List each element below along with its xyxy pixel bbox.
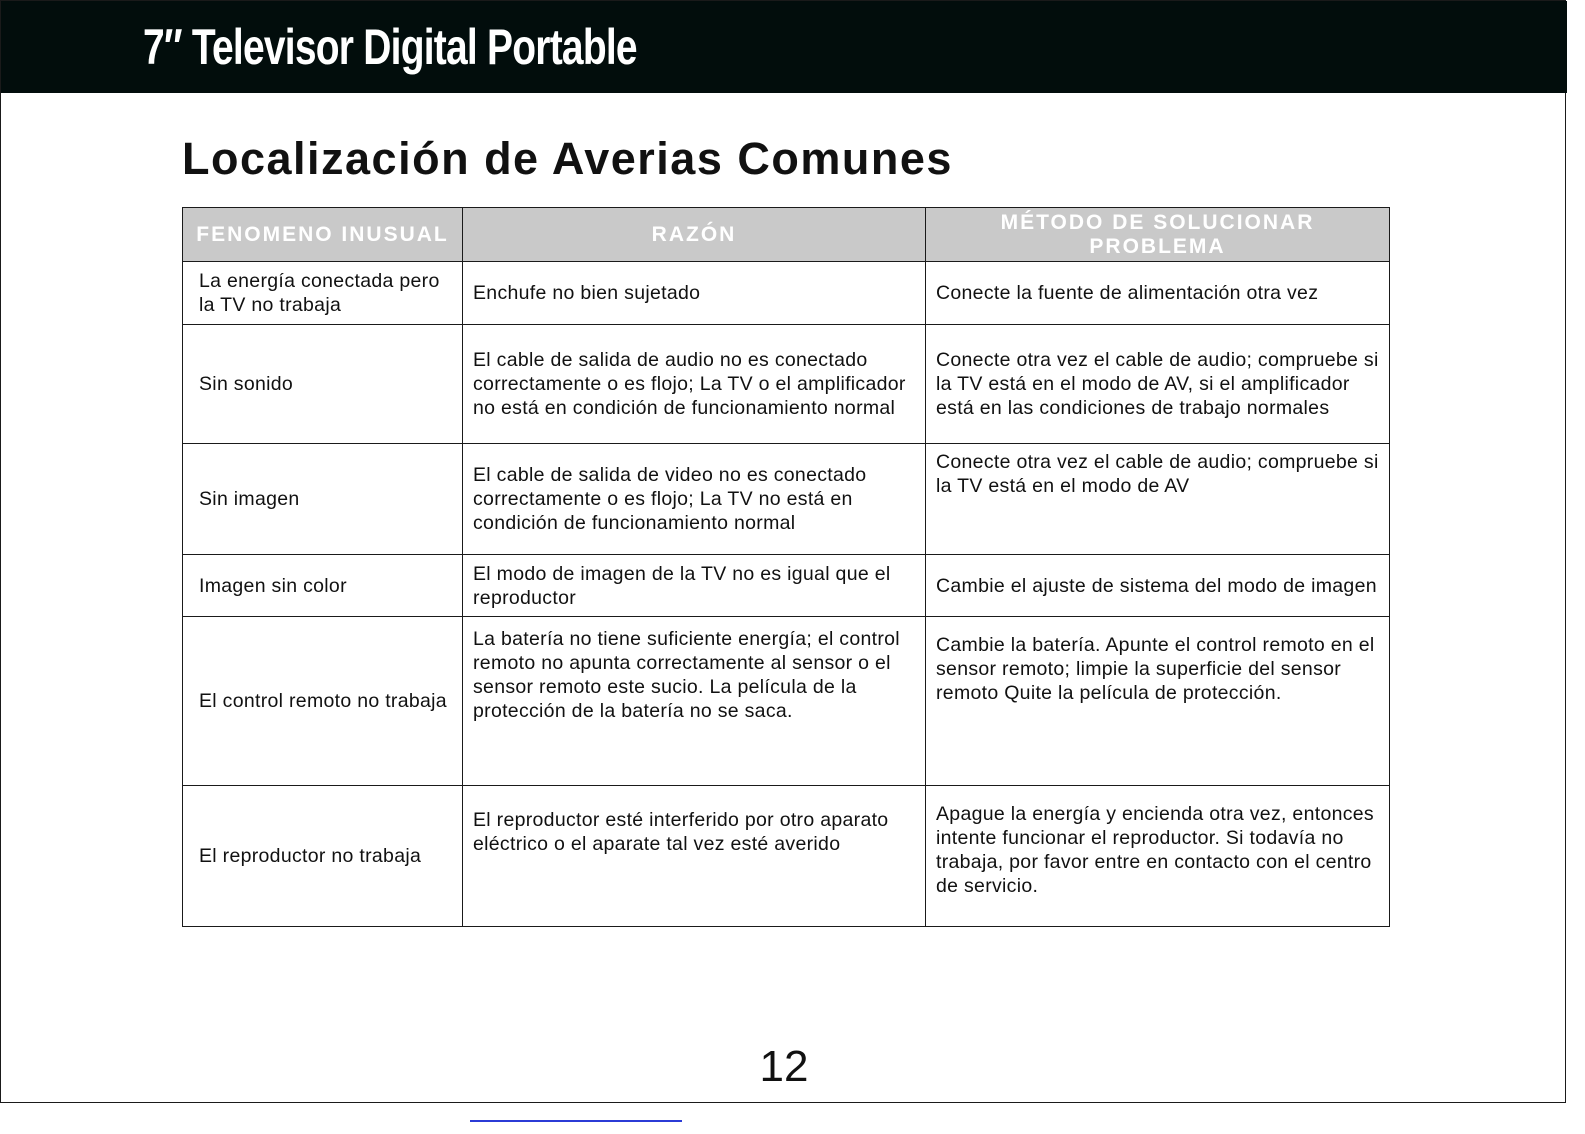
reason-cell: El cable de salida de audio no es conectado correctamente o es flojo; La TV o el amplificador no está en condición de funcionamiento normal	[463, 325, 926, 444]
reason-cell: El modo de imagen de la TV no es igual que el reproductor	[463, 555, 926, 617]
table-row	[183, 325, 1390, 444]
reason-cell: El reproductor esté interferido por otro aparato eléctrico o el aparate tal vez esté averido	[463, 786, 926, 927]
symptom-cell: El control remoto no trabaja	[183, 617, 463, 786]
table-row	[183, 786, 1390, 927]
troubleshooting-table	[182, 207, 1390, 927]
header-cell-symptom: FENOMENO INUSUAL	[183, 208, 463, 262]
header-cell-reason: RAZÓN	[463, 208, 926, 262]
table-row	[183, 262, 1390, 325]
solution-cell: Conecte otra vez el cable de audio; compruebe si la TV está en el modo de AV, si el amplificador está en las condiciones de trabajo normales	[926, 325, 1390, 444]
footer-link-underline[interactable]	[470, 1120, 682, 1122]
section-title: Localización de Averias Comunes	[182, 133, 953, 184]
symptom-cell: Sin sonido	[183, 325, 463, 444]
reason-cell: Enchufe no bien sujetado	[463, 262, 926, 325]
table-row	[183, 444, 1390, 555]
solution-cell: Cambie la batería. Apunte el control remoto en el sensor remoto; limpie la superficie del sensor remoto Quite la película de protección.	[926, 617, 1390, 786]
symptom-cell: La energía conectada pero la TV no trabaja	[183, 262, 463, 325]
symptom-cell: Sin imagen	[183, 444, 463, 555]
solution-cell: Cambie el ajuste de sistema del modo de imagen	[926, 555, 1390, 617]
symptom-cell: El reproductor no trabaja	[183, 786, 463, 927]
solution-cell: Conecte otra vez el cable de audio; compruebe si la TV está en el modo de AV	[926, 444, 1390, 555]
header-title: 7″ Televisor Digital Portable	[143, 19, 637, 75]
table-row	[183, 617, 1390, 786]
page-number: 12	[759, 1042, 809, 1091]
header-cell-solution: MÉTODO DE SOLUCIONAR PROBLEMA	[926, 208, 1390, 262]
table-row	[183, 555, 1390, 617]
table-header-row	[183, 208, 1390, 262]
header-bar	[1, 1, 1567, 93]
symptom-cell: Imagen sin color	[183, 555, 463, 617]
reason-cell: El cable de salida de video no es conectado correctamente o es flojo; La TV no está en condición de funcionamiento normal	[463, 444, 926, 555]
reason-cell: La batería no tiene suficiente energía; el control remoto no apunta correctamente al sensor o el sensor remoto este sucio. La película de la protección de la batería no se saca.	[463, 617, 926, 786]
solution-cell: Conecte la fuente de alimentación otra vez	[926, 262, 1390, 325]
solution-cell: Apague la energía y encienda otra vez, entonces intente funcionar el reproductor. Si todavía no trabaja, por favor entre en contacto con el centro de servicio.	[926, 786, 1390, 927]
